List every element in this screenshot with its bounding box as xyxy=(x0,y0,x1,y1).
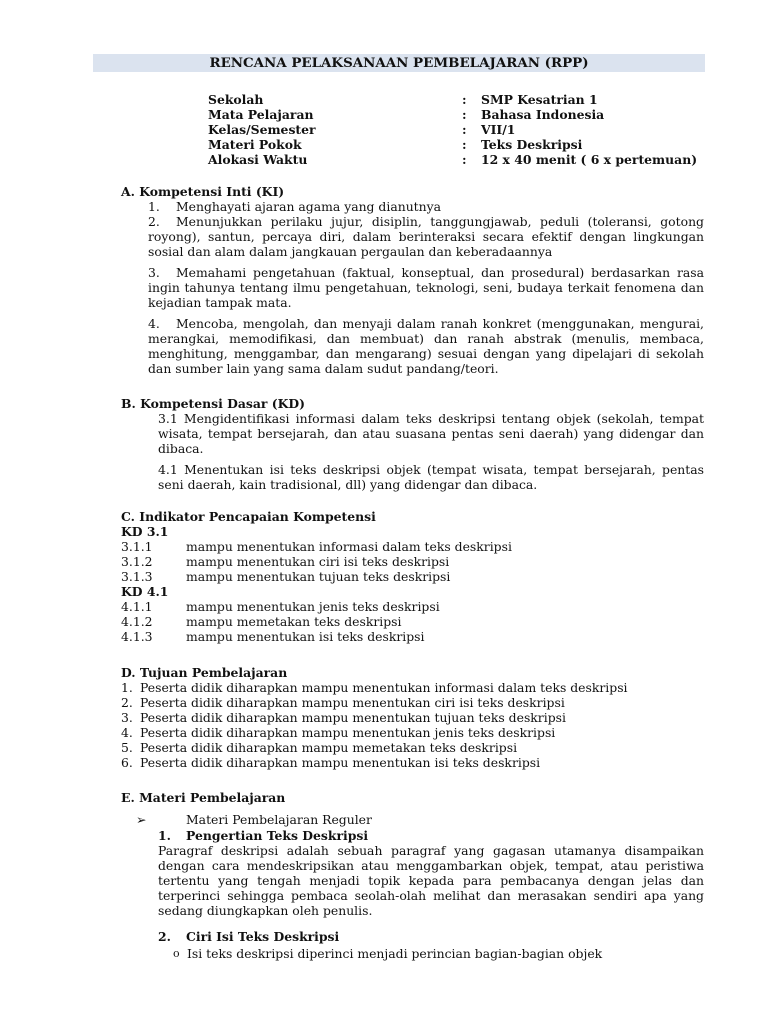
section-b-list xyxy=(158,411,704,492)
kd-label: KD 3.1 xyxy=(121,524,169,539)
list-item: 5. Peserta didik diharapkan mampu memetakan teks deskripsi xyxy=(121,740,518,755)
identity-row: Alokasi Waktu : 12 x 40 menit ( 6 x pertemuan) xyxy=(208,152,698,167)
arrow-bullet-icon: ➢ xyxy=(136,812,147,827)
indicator-list xyxy=(121,524,681,644)
objective-list xyxy=(121,680,701,770)
list-item: 3.1.2 mampu menentukan ciri isi teks deskripsi xyxy=(121,554,450,569)
kd-label: KD 4.1 xyxy=(121,584,169,599)
list-item: 1. Menghayati ajaran agama yang dianutnya xyxy=(148,199,442,214)
list-item: 3.1.3 mampu menentukan tujuan teks deskripsi xyxy=(121,569,451,584)
list-item: 3. Peserta didik diharapkan mampu menentukan tujuan teks deskripsi xyxy=(121,710,566,725)
list-item: 2. Peserta didik diharapkan mampu menentukan ciri isi teks deskripsi xyxy=(121,695,565,710)
paragraph: Paragraf deskripsi adalah sebuah paragraf yang gagasan utamanya disampaikan dengan cara mendeskripsikan atau menggambarkan objek, tempat, atau peristiwa tertentu yang tengah menjadi topik kepada para pembacanya dengan jelas dan terperinci sehingga pembaca seolah-olah melihat dan merasakan sendiri apa yang sedang diungkapkan oleh penulis. xyxy=(158,843,704,918)
section-b-heading: B. Kompetensi Dasar (KD) xyxy=(121,396,305,411)
list-item: 4.1.3 mampu menentukan isi teks deskripsi xyxy=(121,629,425,644)
identity-table xyxy=(208,92,708,167)
list-item: 4. Mencoba, mengolah, dan menyaji dalam ranah konkret (menggunakan, mengurai, merangkai, memodifikasi, dan membuat) dan ranah abstrak (menulis, membaca, menghitung, menggambar, dan mengarang) sesuai dengan yang dipelajari di sekolah dan sumber lain yang sama dalam sudut pandang/teori. xyxy=(148,316,704,376)
subsection-2: 2. Ciri Isi Teks Deskripsi xyxy=(158,929,340,944)
arrow-item: ➢ Materi Pembelajaran Reguler xyxy=(136,812,372,827)
list-item: 3.1.1 mampu menentukan informasi dalam teks deskripsi xyxy=(121,539,512,554)
list-item: 4. Peserta didik diharapkan mampu menentukan jenis teks deskripsi xyxy=(121,725,556,740)
section-a-heading: A. Kompetensi Inti (KI) xyxy=(121,184,285,199)
section-a-list xyxy=(148,199,704,376)
identity-row: Kelas/Semester : VII/1 xyxy=(208,122,516,137)
section-d-heading: D. Tujuan Pembelajaran xyxy=(121,665,288,680)
list-item: 4.1.1 mampu menentukan jenis teks deskripsi xyxy=(121,599,440,614)
identity-row: Mata Pelajaran : Bahasa Indonesia xyxy=(208,107,605,122)
list-item: 1. Peserta didik diharapkan mampu menentukan informasi dalam teks deskripsi xyxy=(121,680,628,695)
circle-bullet-icon: o xyxy=(173,947,180,960)
list-item: 3.1 Mengidentifikasi informasi dalam teks deskripsi tentang objek (sekolah, tempat wisata, tempat bersejarah, dan atau suasana pentas seni daerah) yang didengar dan dibaca. xyxy=(158,411,704,456)
identity-row: Sekolah : SMP Kesatrian 1 xyxy=(208,92,598,107)
identity-row: Materi Pokok : Teks Deskripsi xyxy=(208,137,583,152)
document-title: RENCANA PELAKSANAAN PEMBELAJARAN (RPP) xyxy=(93,54,705,72)
list-item: 6. Peserta didik diharapkan mampu menentukan isi teks deskripsi xyxy=(121,755,541,770)
section-e-heading: E. Materi Pembelajaran xyxy=(121,790,286,805)
subsection-1: 1. Pengertian Teks Deskripsi Paragraf deskripsi adalah sebuah paragraf yang gagasan utamanya disampaikan dengan cara mendeskripsikan atau menggambarkan objek, tempat, atau peristiwa tertentu yang tengah menjadi topik kepada para pembacanya dengan jelas dan terperinci sehingga pembaca seolah-olah melihat dan merasakan sendiri apa yang sedang diungkapkan oleh penulis. xyxy=(158,828,704,918)
list-item: 4.1.2 mampu memetakan teks deskripsi xyxy=(121,614,402,629)
list-item: 2. Menunjukkan perilaku jujur, disiplin, tanggungjawab, peduli (toleransi, gotong royong), santun, percaya diri, dalam berinteraksi secara efektif dengan lingkungan sosial dan alam dalam jangkauan pergaulan dan keberadaannya xyxy=(148,214,704,259)
list-item: 4.1 Menentukan isi teks deskripsi objek (tempat wisata, tempat bersejarah, pentas seni daerah, kain tradisional, dll) yang didengar dan dibaca. xyxy=(158,462,704,492)
section-c-heading: C. Indikator Pencapaian Kompetensi xyxy=(121,509,376,524)
list-item: 3. Memahami pengetahuan (faktual, konseptual, dan prosedural) berdasarkan rasa ingin tahunya tentang ilmu pengetahuan, teknologi, seni, budaya terkait fenomena dan kejadian tampak mata. xyxy=(148,265,704,310)
bullet-item: o Isi teks deskripsi diperinci menjadi perincian bagian-bagian objek xyxy=(173,946,603,961)
